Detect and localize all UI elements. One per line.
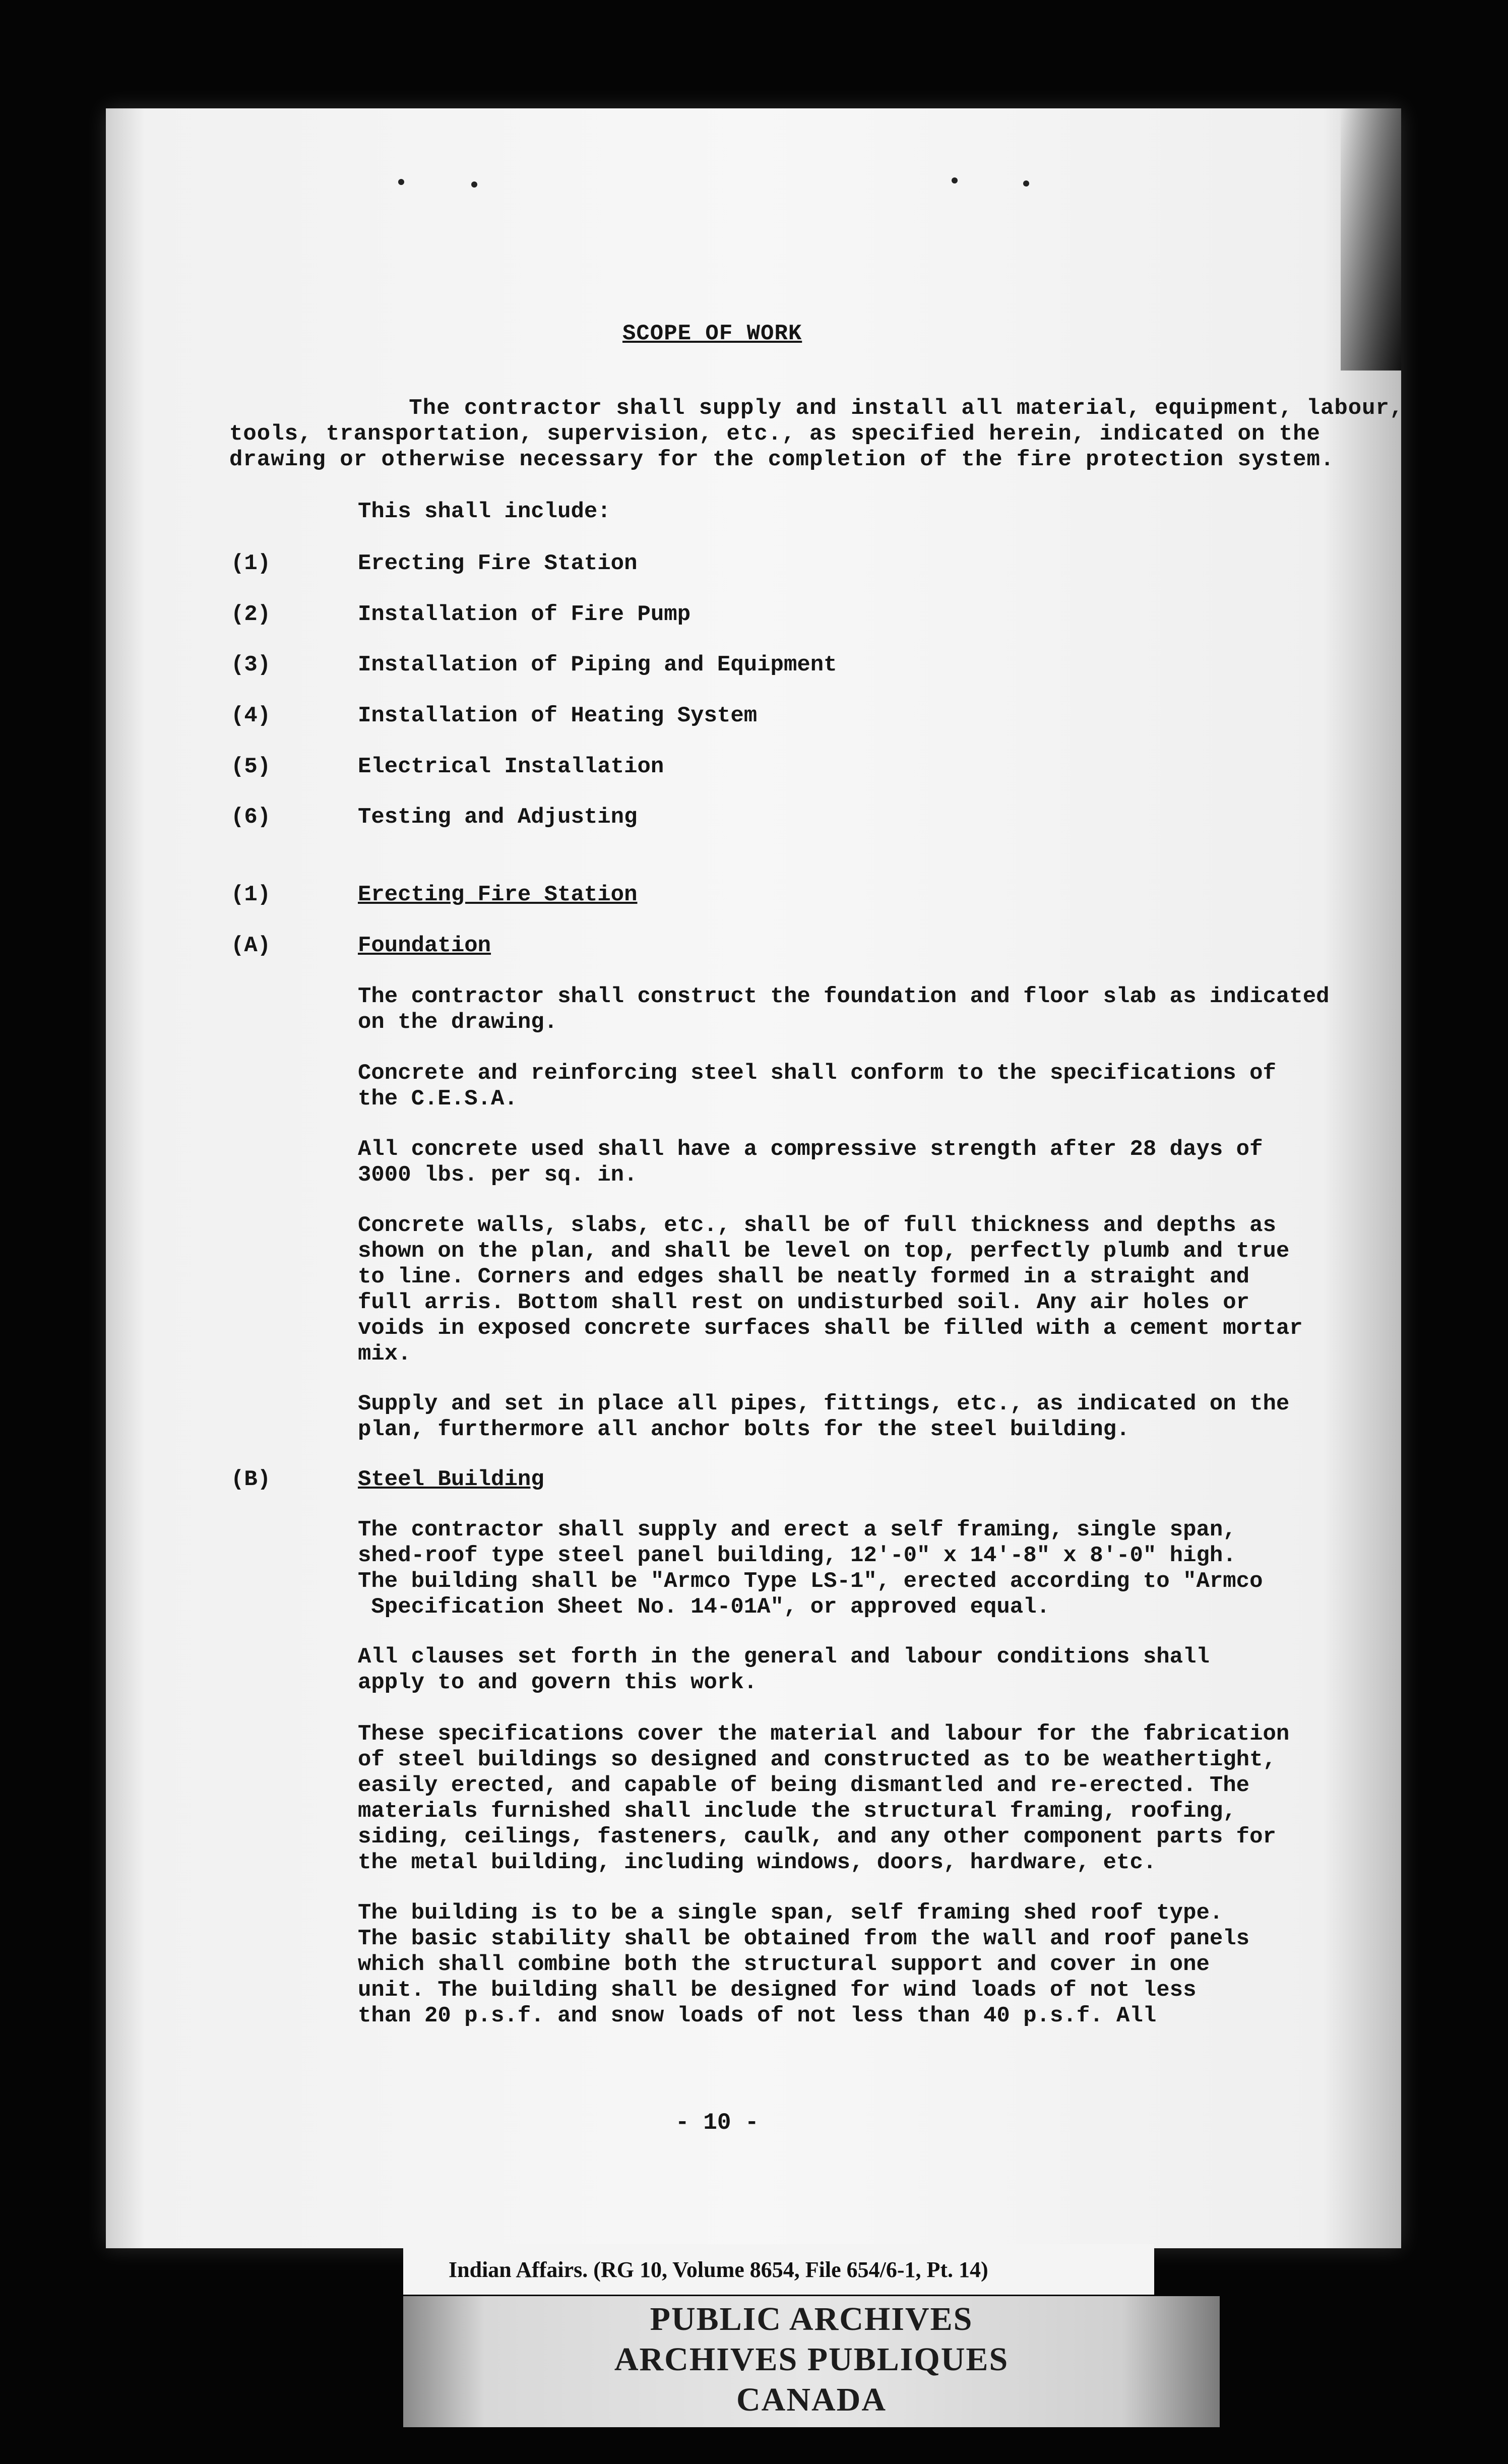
page-title: SCOPE OF WORK [622, 321, 802, 346]
list-item-number: (2) [231, 602, 271, 627]
include-label: This shall include: [358, 499, 611, 524]
list-item-number: (3) [231, 652, 271, 677]
list-item-label: Testing and Adjusting [358, 805, 638, 830]
intro-line: drawing or otherwise necessary for the completion of the fire protection system. [229, 447, 1335, 472]
list-item-label: Installation of Heating System [358, 703, 758, 728]
stamp-line: CANADA [736, 2381, 887, 2418]
steel-paragraph: The contractor shall supply and erect a self framing, single span, shed-roof type steel panel building, 12'-0" x 14'-8" x 8'-0" high. The building shall be "Armco Type LS-1", erected according to "Armco Specification Sheet No. 14-01A", or approved equal. [358, 1517, 1263, 1620]
page-fold-shadow [1341, 108, 1401, 371]
section-number: (1) [231, 882, 271, 907]
list-item-label: Erecting Fire Station [358, 551, 638, 576]
subsection-number: (B) [231, 1467, 271, 1492]
list-item-number: (4) [231, 703, 271, 728]
steel-paragraph: All clauses set forth in the general and labour conditions shall apply to and govern this work. [358, 1644, 1210, 1695]
foundation-paragraph: Concrete walls, slabs, etc., shall be of full thickness and depths as shown on the plan, and shall be level on top, perfectly plumb and true to line. Corners and edges shall be neatly formed in a straight and full arris. Bottom shall rest on undisturbed soil. Any air holes or voids in exposed concrete surfaces shall be filled with a cement mortar mix. [358, 1213, 1303, 1367]
page-number: - 10 - [675, 2110, 759, 2136]
list-item-label: Installation of Piping and Equipment [358, 652, 837, 677]
intro-line: tools, transportation, supervision, etc., as specified herein, indicated on the [229, 421, 1321, 447]
speck-mark [398, 179, 404, 185]
foundation-paragraph: All concrete used shall have a compressive strength after 28 days of 3000 lbs. per sq. in. [358, 1137, 1263, 1188]
list-item-number: (6) [231, 805, 271, 830]
speck-mark [952, 177, 958, 183]
archive-stamp [403, 2296, 1220, 2427]
subsection-heading: Foundation [358, 933, 491, 958]
subsection-heading: Steel Building [358, 1467, 544, 1492]
intro-line: The contractor shall supply and install all material, equipment, labour, [229, 396, 1404, 421]
list-item-label: Electrical Installation [358, 754, 664, 779]
list-item-number: (5) [231, 754, 271, 779]
list-item-number: (1) [231, 551, 271, 576]
section-heading: Erecting Fire Station [358, 882, 638, 907]
foundation-paragraph: Supply and set in place all pipes, fittings, etc., as indicated on the plan, furthermore all anchor bolts for the steel building. [358, 1391, 1290, 1442]
foundation-paragraph: The contractor shall construct the foundation and floor slab as indicated on the drawing. [358, 984, 1330, 1035]
stamp-line: PUBLIC ARCHIVES [650, 2301, 973, 2337]
archive-reference-label: Indian Affairs. (RG 10, Volume 8654, File 654/6-1, Pt. 14) [403, 2244, 1154, 2295]
stamp-line: ARCHIVES PUBLIQUES [614, 2341, 1009, 2378]
steel-paragraph: The building is to be a single span, self framing shed roof type. The basic stability shall be obtained from the wall and roof panels which shall combine both the structural support and cover in one unit. The building shall be designed for wind loads of not less than 20 p.s.f. and snow loads of not less than 40 p.s.f. All [358, 1900, 1250, 2028]
steel-paragraph: These specifications cover the material and labour for the fabrication of steel buildings so designed and constructed as to be weathertight, easily erected, and capable of being dismantled and re-erected. The materials furnished shall include the structural framing, roofing, siding, ceilings, fasteners, caulk, and any other component parts for the metal building, including windows, doors, hardware, etc. [358, 1721, 1290, 1875]
speck-mark [471, 181, 477, 188]
speck-mark [1023, 180, 1029, 187]
foundation-paragraph: Concrete and reinforcing steel shall conform to the specifications of the C.E.S.A. [358, 1061, 1276, 1112]
list-item-label: Installation of Fire Pump [358, 602, 691, 627]
subsection-number: (A) [231, 933, 271, 958]
